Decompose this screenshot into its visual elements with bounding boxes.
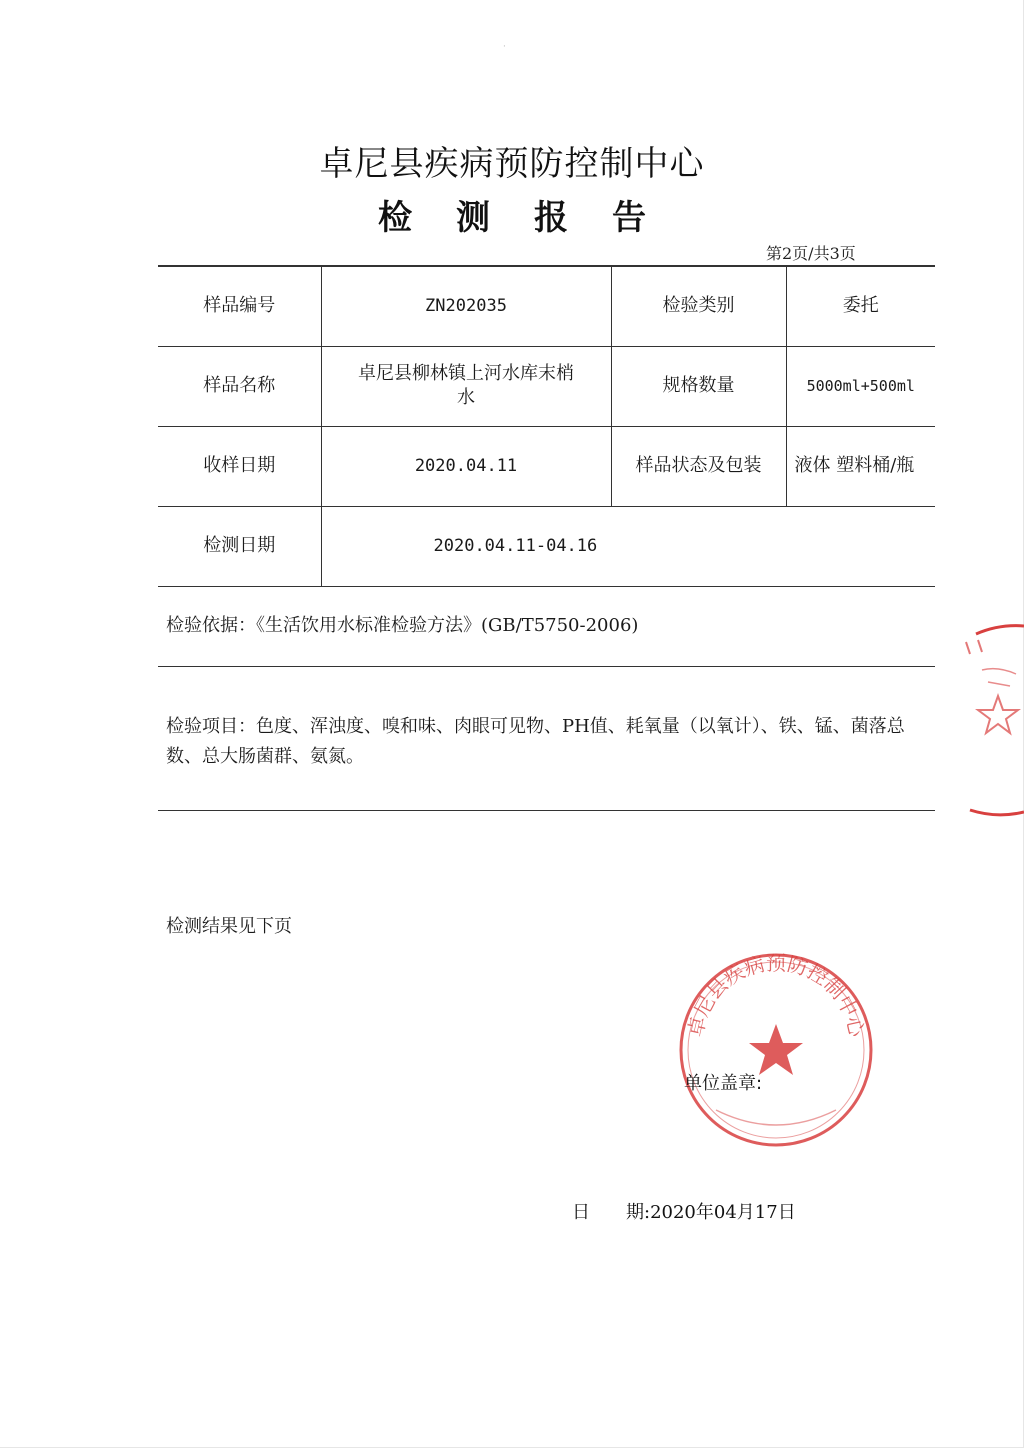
sample-no-label: 样品编号 — [158, 266, 321, 346]
received-date-value: 2020.04.11 — [321, 426, 611, 506]
table-row — [158, 426, 935, 506]
page-indicator: 第2页/共3页 — [766, 244, 856, 263]
divider — [158, 810, 935, 811]
seal-arc-text: 卓尼县疾病预防控制中心 — [683, 951, 869, 1039]
report-title: 检测报告 — [378, 198, 690, 238]
results-note: 检测结果见下页 — [166, 916, 292, 937]
official-seal-icon — [676, 950, 876, 1150]
date-label-b: 期: — [626, 1202, 651, 1223]
table-row — [158, 346, 935, 426]
test-basis-value: 《生活饮用水标准检验方法》(GB/T5750-2006) — [256, 615, 639, 636]
table-row — [158, 266, 935, 346]
sample-no-value: ZN202035 — [321, 266, 611, 346]
sample-name-value: 卓尼县柳林镇上河水库末梢水 — [321, 346, 611, 426]
sample-name-label: 样品名称 — [158, 346, 321, 426]
table-row — [158, 506, 935, 586]
test-items-value: 色度、浑浊度、嗅和味、肉眼可见物、PH值、耗氧量（以氧计）、铁、锰、菌落总数、总大肠菌群、氨氮。 — [166, 716, 905, 767]
test-basis-label: 检验依据： — [166, 615, 256, 636]
organization-title: 卓尼县疾病预防控制中心 — [319, 144, 705, 184]
sample-state-value: 液体 塑料桶/瓶 — [786, 426, 935, 506]
test-items-label: 检验项目： — [166, 716, 256, 737]
sample-state-label: 样品状态及包装 — [611, 426, 786, 506]
seal-label: 单位盖章: — [684, 1073, 763, 1094]
test-category-value: 委托 — [786, 266, 935, 346]
spec-quantity-label: 规格数量 — [611, 346, 786, 426]
issue-date — [572, 1198, 796, 1224]
test-basis — [166, 611, 936, 641]
divider — [158, 666, 935, 667]
test-date-label: 检测日期 — [158, 506, 321, 586]
scan-marks: · — [503, 42, 546, 52]
test-items — [166, 712, 936, 771]
spec-quantity-value: 5000ml+500ml — [786, 346, 935, 426]
sample-info-table — [158, 265, 935, 587]
partial-stamp-icon — [958, 612, 1024, 818]
test-category-label: 检验类别 — [611, 266, 786, 346]
date-value: 2020年04月17日 — [650, 1202, 796, 1223]
received-date-label: 收样日期 — [158, 426, 321, 506]
date-label-a: 日 — [572, 1202, 590, 1223]
test-date-value: 2020.04.11-04.16 — [321, 506, 935, 586]
